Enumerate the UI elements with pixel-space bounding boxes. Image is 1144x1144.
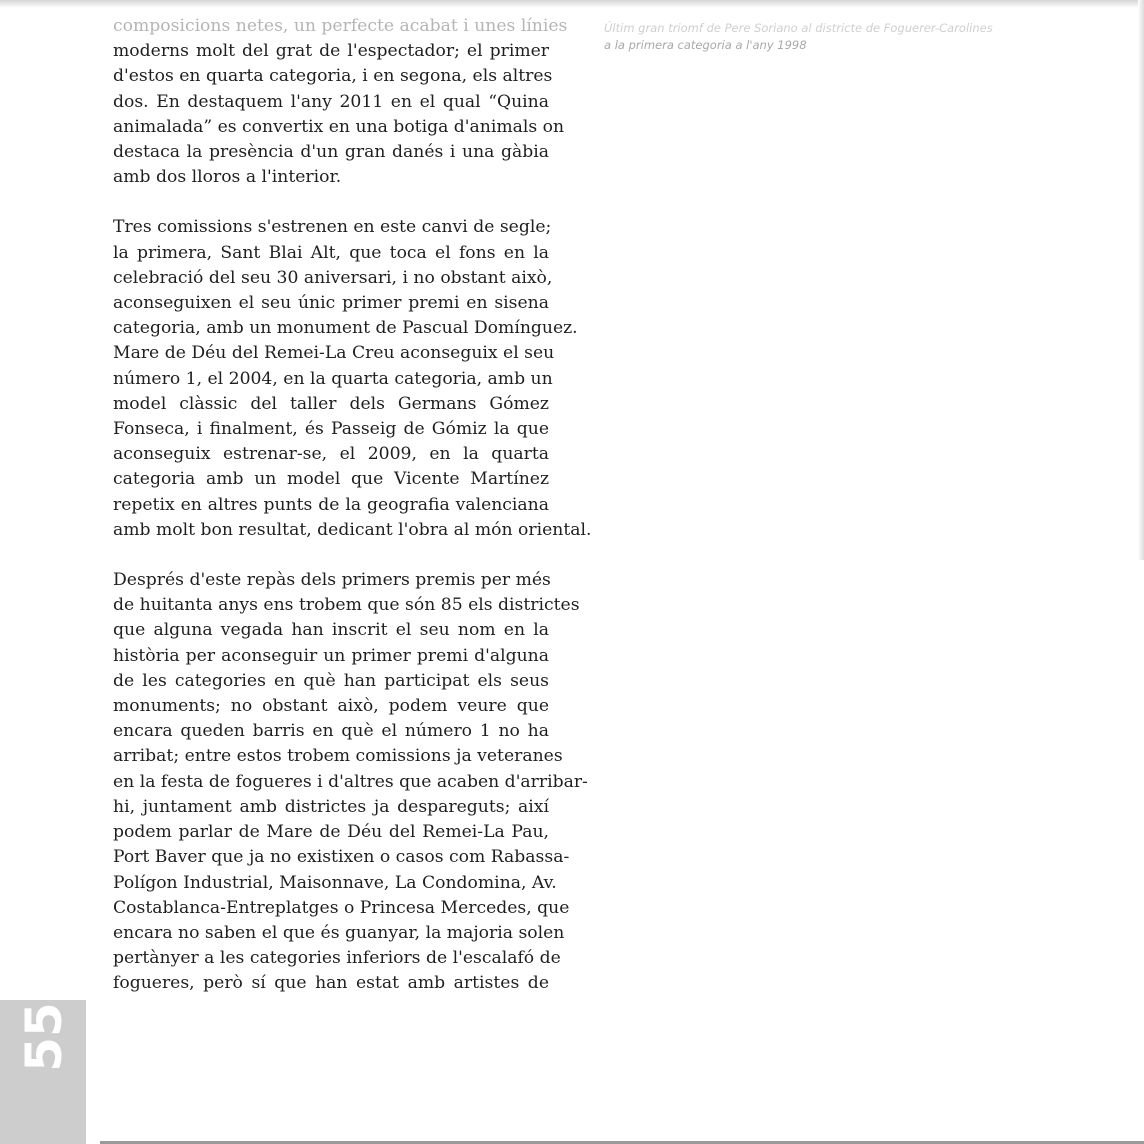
text-line: història per aconseguir un primer premi d'alguna — [113, 645, 549, 666]
text-line: moderns molt del grat de l'espectador; el primer — [113, 41, 549, 62]
text-line: destaca la presència d'un gran danés i una gàbia — [113, 142, 549, 163]
text-line: monuments; no obstant això, podem veure que — [113, 696, 549, 717]
text-line: de les categories en què han participat els seus — [113, 670, 549, 691]
text-line: d'estos en quarta categoria, i en segona, els altres — [113, 66, 553, 87]
caption-line: Últim gran triomf de Pere Soriano al districte de Foguerer-Carolines — [604, 21, 993, 35]
text-line: repetix en altres punts de la geografia valenciana — [113, 494, 549, 515]
text-line: hi, juntament amb districtes ja despareguts; així — [113, 796, 549, 817]
paragraph-3 — [113, 568, 588, 996]
text-line: model clàssic del taller dels Germans Gómez — [113, 393, 549, 414]
text-line: número 1, el 2004, en la quarta categoria, amb un — [113, 368, 553, 389]
text-line: Fonseca, i finalment, és Passeig de Gómiz la que — [113, 419, 549, 440]
page-edge-right — [1138, 0, 1144, 560]
text-line: amb dos lloros a l'interior. — [113, 167, 342, 188]
text-line: Port Baver que ja no existixen o casos com Rabassa- — [113, 847, 570, 868]
text-line: pertànyer a les categories inferiors de l'escalafó de — [113, 948, 561, 969]
text-line: aconseguixen el seu únic primer premi en sisena — [113, 293, 549, 314]
caption-line: a la primera categoria a l'any 1998 — [604, 38, 807, 52]
page-number: 55 — [15, 1002, 73, 1072]
text-line: Polígon Industrial, Maisonnave, La Condomina, Av. — [113, 872, 557, 893]
text-line: de huitanta anys ens trobem que són 85 els districtes — [113, 595, 580, 616]
text-line: aconseguix estrenar-se, el 2009, en la quarta — [113, 444, 549, 465]
text-line: en la festa de fogueres i d'altres que acaben d'arribar- — [113, 771, 588, 792]
text-line: Mare de Déu del Remei-La Creu aconseguix el seu — [113, 343, 555, 364]
photo-caption — [604, 20, 1034, 54]
text-line: categoria, amb un monument de Pascual Domínguez. — [113, 318, 578, 339]
text-line: encara queden barris en què el número 1 no ha — [113, 721, 549, 742]
text-line: Tres comissions s'estrenen en este canvi de segle; — [113, 217, 552, 238]
text-line: la primera, Sant Blai Alt, que toca el fons en la — [113, 242, 549, 263]
page-edge-top — [0, 0, 1144, 8]
text-line: amb molt bon resultat, dedicant l'obra al món oriental. — [113, 519, 592, 540]
paragraph-1 — [113, 14, 568, 190]
paragraph-2 — [113, 215, 592, 543]
text-line: que alguna vegada han inscrit el seu nom en la — [113, 620, 549, 641]
text-line: dos. En destaquem l'any 2011 en el qual “Quina — [113, 91, 549, 112]
text-line: categoria amb un model que Vicente Martínez — [113, 469, 549, 490]
text-line: arribat; entre estos trobem comissions ja veteranes — [113, 746, 563, 767]
text-line: podem parlar de Mare de Déu del Remei-La Pau, — [113, 822, 549, 843]
text-line: composicions netes, un perfecte acabat i unes línies — [113, 16, 568, 36]
text-line: animalada” es convertix en una botiga d'animals on — [113, 116, 565, 137]
text-line: celebració del seu 30 aniversari, i no obstant això, — [113, 267, 553, 288]
text-line: Costablanca-Entreplatges o Princesa Mercedes, que — [113, 897, 570, 918]
text-line: encara no saben el que és guanyar, la majoria solen — [113, 922, 565, 943]
text-line: Després d'este repàs dels primers premis per més — [113, 570, 551, 591]
text-line: fogueres, però sí que han estat amb artistes de — [113, 973, 549, 994]
main-text-column — [113, 14, 592, 997]
